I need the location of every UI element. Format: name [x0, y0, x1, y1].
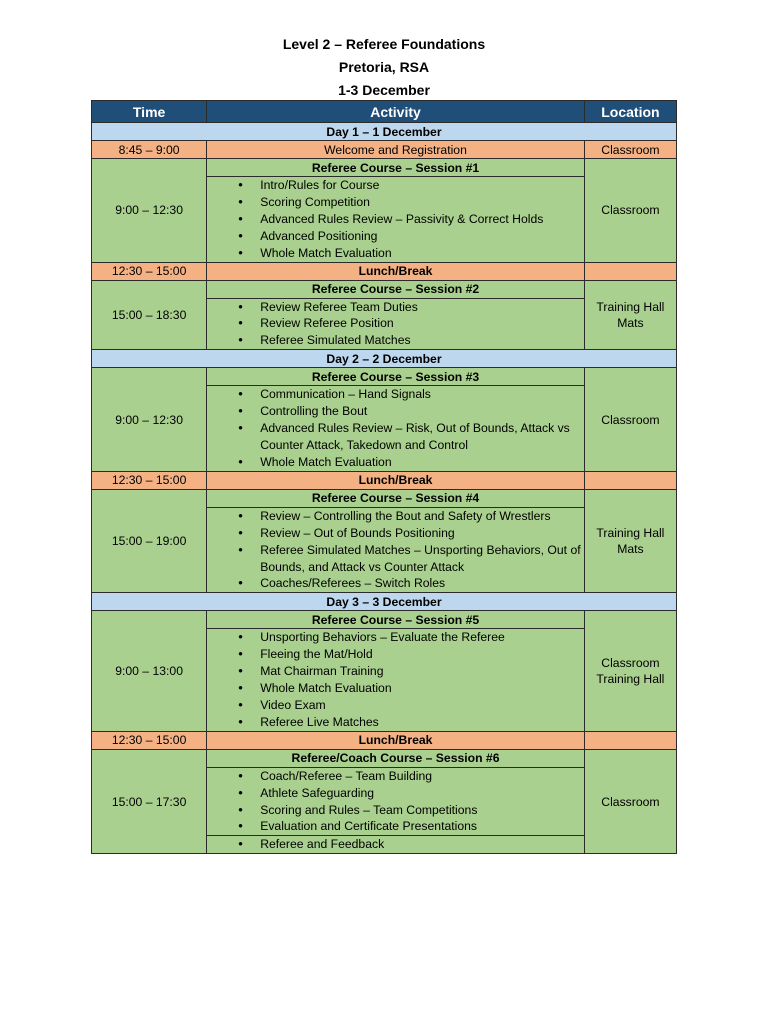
- session-title: Referee Course – Session #1: [207, 159, 585, 177]
- activity-cell: Lunch/Break: [207, 731, 585, 749]
- session-title: Referee Course – Session #5: [207, 611, 585, 629]
- day-label: Day 1 – 1 December: [92, 123, 677, 141]
- location-cell: [584, 262, 676, 280]
- time-cell: 8:45 – 9:00: [92, 141, 207, 159]
- list-item: • Scoring Competition: [260, 194, 584, 211]
- list-item: • Athlete Safeguarding: [260, 785, 584, 802]
- bullet-list: [207, 768, 584, 836]
- location-cell: [584, 489, 676, 593]
- session-row: [92, 749, 677, 767]
- list-item: • Mat Chairman Training: [260, 663, 584, 680]
- location-line: Training Hall: [596, 672, 665, 687]
- bullet-list: [207, 629, 584, 730]
- activity-cell: Lunch/Break: [207, 471, 585, 489]
- location-line: Mats: [617, 315, 644, 330]
- session-items: [207, 629, 585, 731]
- location-cell: [584, 611, 676, 731]
- time-cell: 9:00 – 13:00: [92, 611, 207, 731]
- activity-cell: Lunch/Break: [207, 262, 585, 280]
- time-cell: 12:30 – 15:00: [92, 262, 207, 280]
- list-item: • Referee and Feedback: [260, 836, 584, 853]
- list-item: • Communication – Hand Signals: [260, 386, 584, 403]
- session-items: [207, 177, 585, 263]
- session-items: [207, 298, 585, 350]
- location-line: Classroom: [601, 412, 660, 427]
- time-cell: 15:00 – 19:00: [92, 489, 207, 593]
- break-row: [92, 141, 677, 159]
- session-row: [92, 159, 677, 177]
- header-activity: Activity: [207, 101, 585, 123]
- time-cell: 15:00 – 18:30: [92, 280, 207, 350]
- location-cell: [584, 731, 676, 749]
- document-title: [0, 33, 768, 102]
- day-row: [92, 593, 677, 611]
- day-row: [92, 350, 677, 368]
- bullet-list: [207, 836, 584, 853]
- list-item: • Referee Simulated Matches: [260, 332, 584, 349]
- session-items: [207, 767, 585, 836]
- location-cell: [584, 280, 676, 350]
- schedule-table: [91, 100, 677, 854]
- list-item: • Intro/Rules for Course: [260, 177, 584, 194]
- time-cell: 15:00 – 17:30: [92, 749, 207, 854]
- location-line: Mats: [617, 542, 644, 557]
- list-item: • Referee Live Matches: [260, 714, 584, 731]
- location-line: Classroom: [601, 656, 660, 671]
- list-item: • Advanced Rules Review – Risk, Out of Bounds, Attack vs Counter Attack, Takedown and Control: [260, 420, 584, 454]
- break-row: [92, 731, 677, 749]
- break-row: [92, 262, 677, 280]
- list-item: • Review – Controlling the Bout and Safety of Wrestlers: [260, 508, 584, 525]
- day-label: Day 3 – 3 December: [92, 593, 677, 611]
- title-line-1: Level 2 – Referee Foundations: [282, 36, 486, 52]
- session-title: Referee Course – Session #2: [207, 280, 585, 298]
- list-item: • Referee Simulated Matches – Unsporting Behaviors, Out of Bounds, and Attack vs Counter Attack: [260, 542, 584, 576]
- list-item: • Evaluation and Certificate Presentations: [260, 818, 584, 835]
- list-item: • Advanced Positioning: [260, 228, 584, 245]
- location-line: Training Hall: [596, 526, 665, 541]
- list-item: • Advanced Rules Review – Passivity & Correct Holds: [260, 211, 584, 228]
- location-line: Classroom: [601, 794, 660, 809]
- list-item: • Coach/Referee – Team Building: [260, 768, 584, 785]
- header-row: [92, 101, 677, 123]
- break-row: [92, 471, 677, 489]
- bullet-list: [207, 386, 584, 471]
- title-line-3: 1-3 December: [338, 82, 430, 98]
- title-line-2: Pretoria, RSA: [338, 59, 430, 75]
- day-label: Day 2 – 2 December: [92, 350, 677, 368]
- list-item: • Fleeing the Mat/Hold: [260, 646, 584, 663]
- session-items: [207, 507, 585, 593]
- session-title: Referee Course – Session #4: [207, 489, 585, 507]
- time-cell: 9:00 – 12:30: [92, 159, 207, 263]
- location-line: Training Hall: [596, 299, 665, 314]
- list-item: • Review – Out of Bounds Positioning: [260, 525, 584, 542]
- bullet-list: [207, 177, 584, 262]
- list-item: • Review Referee Team Duties: [260, 299, 584, 316]
- session-extra-item: [207, 836, 585, 854]
- time-cell: 9:00 – 12:30: [92, 368, 207, 472]
- list-item: • Whole Match Evaluation: [260, 245, 584, 262]
- header-location: Location: [584, 101, 676, 123]
- header-time: Time: [92, 101, 207, 123]
- session-row: [92, 280, 677, 298]
- list-item: • Whole Match Evaluation: [260, 680, 584, 697]
- time-cell: 12:30 – 15:00: [92, 471, 207, 489]
- location-cell: [584, 159, 676, 263]
- list-item: • Controlling the Bout: [260, 403, 584, 420]
- session-row: [92, 368, 677, 386]
- list-item: • Review Referee Position: [260, 315, 584, 332]
- location-cell: [584, 471, 676, 489]
- location-cell: Classroom: [584, 141, 676, 159]
- list-item: • Coaches/Referees – Switch Roles: [260, 575, 584, 592]
- schedule-body: [92, 123, 677, 854]
- activity-cell: Welcome and Registration: [207, 141, 585, 159]
- list-item: • Unsporting Behaviors – Evaluate the Referee: [260, 629, 584, 646]
- bullet-list: [207, 508, 584, 593]
- session-row: [92, 489, 677, 507]
- list-item: • Whole Match Evaluation: [260, 454, 584, 471]
- location-cell: [584, 749, 676, 854]
- list-item: • Video Exam: [260, 697, 584, 714]
- session-title: Referee Course – Session #3: [207, 368, 585, 386]
- location-cell: [584, 368, 676, 472]
- session-items: [207, 386, 585, 472]
- time-cell: 12:30 – 15:00: [92, 731, 207, 749]
- session-title: Referee/Coach Course – Session #6: [207, 749, 585, 767]
- location-line: Classroom: [601, 203, 660, 218]
- session-row: [92, 611, 677, 629]
- day-row: [92, 123, 677, 141]
- bullet-list: [207, 299, 584, 350]
- list-item: • Scoring and Rules – Team Competitions: [260, 802, 584, 819]
